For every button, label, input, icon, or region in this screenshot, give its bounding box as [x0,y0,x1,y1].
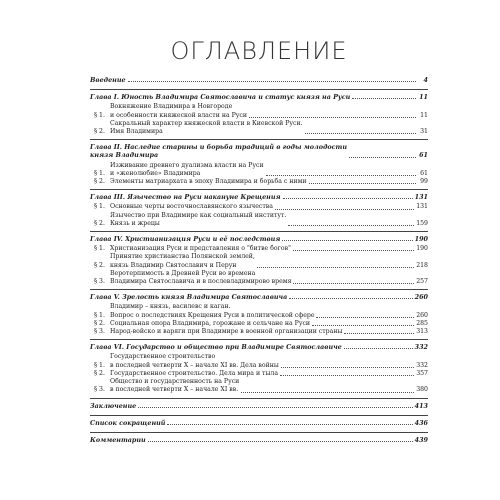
toc-section-entry[interactable] [90,353,428,369]
section-number: § 2. [94,219,105,227]
entry-title-line: Веротерпимость в Древней Руси во времена [110,269,256,277]
dot-leader [266,175,416,176]
entry-title-line: Глава V. Зрелость князя Владимира Святославича [90,293,288,302]
page-number: 436 [414,418,428,427]
dot-leader [280,375,414,376]
entry-title-line: в последней четверти X – начале XI вв. Дела войны [110,361,279,369]
entry-title-line: князь Владимир Святославич и Перун [110,261,237,269]
entry-title-line: Элементы матриархата в эпоху Владимира и борьба с ними [110,178,307,186]
dot-leader [241,392,414,393]
section-number: § 2. [94,369,105,377]
toc-chapter-entry[interactable] [90,235,428,243]
entry-title [90,343,342,351]
page-number: 4 [423,76,428,84]
page-number: 31 [420,128,428,136]
toc-chapter-entry[interactable] [90,436,428,444]
page-number: 357 [416,369,428,377]
entry-title-line: Сакральный характер княжеской власти в Киевской Руси. [110,119,303,127]
dot-leader [289,298,412,299]
entry-title-line: Вопрос о последствиях Крещения Руси в политической сфере [110,311,315,319]
toc-section-entry[interactable] [90,320,428,328]
toc-section-entry[interactable] [90,270,428,286]
section-divider [90,139,428,140]
entry-title-line: Государственное строительство. Дела мира и тыла [110,369,279,377]
section-number: § 1. [94,245,105,253]
toc-chapter-entry[interactable] [90,93,428,101]
entry-title-line: Князь и жрецы [110,219,160,227]
entry-title-line: Комментарии [90,435,146,444]
page-title: ОГЛАВЛЕНИЕ [170,37,348,65]
section-divider [90,89,428,90]
entry-title-line: князя Владимира [90,151,159,160]
entry-title [110,320,310,328]
entry-title [90,193,281,201]
dot-leader [167,424,412,425]
dot-leader [281,367,414,368]
toc-section-entry[interactable] [90,120,428,136]
toc-section-entry[interactable] [90,203,428,211]
page-number: 257 [416,278,428,286]
toc-section-entry[interactable] [90,178,428,186]
toc-chapter-entry[interactable] [90,143,428,159]
entry-title [110,245,291,253]
page-number: 380 [416,386,428,394]
page-number: 131 [414,193,428,202]
toc-chapter-entry[interactable] [90,76,428,84]
section-number: § 1. [94,361,105,369]
page-number: 190 [414,235,428,244]
toc-section-entry[interactable] [90,212,428,228]
page-number: 131 [416,203,428,211]
dot-leader [275,209,414,210]
dot-leader [312,325,414,326]
dot-leader [138,407,412,408]
entry-title [110,328,342,336]
entry-title [110,253,255,269]
entry-title [110,303,314,319]
entry-title-line: Глава III. Язычество на Руси накануне Крещения [90,193,281,202]
entry-title-line: Изживание древнего дуализма власти на Руси [110,161,264,169]
section-divider [90,415,428,416]
section-number: § 3. [94,278,105,286]
entry-title [90,419,165,427]
section-number: § 2. [94,128,105,136]
toc-chapter-entry[interactable] [90,193,428,201]
entry-title-line: Введение [90,76,126,84]
dot-leader [288,225,414,226]
dot-leader [344,348,413,349]
page-number: 11 [420,111,428,119]
toc-chapter-entry[interactable] [90,293,428,301]
entry-title [110,370,278,378]
toc-section-entry[interactable] [90,378,428,394]
section-number: § 1. [94,311,105,319]
section-number: § 1. [94,169,105,177]
dot-leader [293,250,414,251]
page-number: 439 [414,435,428,444]
dot-leader [282,240,412,241]
entry-title-line: Социальная опора Владимира, горожане и сельчане на Руси [110,319,311,327]
dot-leader [349,157,416,158]
section-number: § 2. [94,261,105,269]
page-number: 190 [416,245,428,253]
entry-title [110,353,279,369]
dot-leader [344,333,414,334]
page-number: 332 [416,361,428,369]
toc-chapter-entry[interactable] [90,343,428,351]
entry-title [110,203,273,211]
page-number: 260 [416,311,428,319]
entry-title [90,293,287,301]
entry-title-line: и особенности княжеской власти на Руси [110,111,247,119]
toc-section-entry[interactable] [90,328,428,336]
entry-title-line: Владимир – князь, василевс и каган. [110,303,231,311]
dot-leader [148,441,413,442]
entry-title-line: Владимира Святославича и в послевладимирово время [110,278,292,286]
entry-title-line: Язычество при Владимире как социальный институт. [110,211,287,219]
page-number: 285 [416,319,428,327]
dot-leader [316,317,414,318]
entry-title-line: Заключение [90,401,137,410]
entry-title-line: Общество и государственность на Руси [110,378,240,386]
entry-title [90,143,347,159]
entry-title-line: Основные черты восточнославянского язычества [110,203,273,211]
entry-title-line: Государственное строительство [110,353,216,361]
page-number: 159 [416,219,428,227]
dot-leader [128,81,416,82]
dot-leader [283,198,413,199]
entry-title-line: Глава VI. Государство и общество при Владимире Святославиче [90,343,342,352]
entry-title-line: Глава II. Наследие старины и борьба традиций в годы молодости [90,143,347,152]
entry-title [90,402,136,410]
section-divider [90,289,428,290]
entry-title [90,436,146,444]
entry-title-line: и «женолюбие» Владимира [110,169,201,177]
entry-title-line: Христианизация Руси и представления о "битве богов" [110,245,291,253]
section-number: § 3. [94,386,105,394]
entry-title-line: Вокняжение Владимира в Новгороде [110,103,233,111]
page-number: 61 [419,151,428,160]
toc-section-entry[interactable] [90,303,428,319]
entry-title-line: Глава IV. Христианизация Руси и её последствия [90,235,281,244]
section-number: § 3. [94,328,105,336]
entry-title-line: Список сокращений [90,418,166,427]
toc-section-entry[interactable] [90,253,428,269]
entry-title [110,212,286,228]
entry-title [90,235,280,243]
entry-title [110,178,307,186]
entry-title [90,76,126,84]
entry-title-line: Глава I. Юность Владимира Святославича и статус князя на Руси [90,93,351,102]
page-number: 260 [414,293,428,302]
entry-title [110,103,247,119]
section-number: § 1. [94,203,105,211]
dot-leader [352,98,416,99]
entry-title [110,378,239,394]
entry-title [110,270,291,286]
toc-section-entry[interactable] [90,103,428,119]
section-number: § 2. [94,319,105,327]
dot-leader [293,283,414,284]
section-divider [90,339,428,340]
entry-title [110,120,303,136]
page-number: 218 [416,261,428,269]
section-divider [90,432,428,433]
section-divider [90,189,428,190]
page-number: 332 [414,343,428,352]
entry-title [90,93,350,101]
dot-leader [305,133,416,134]
section-number: § 1. [94,111,105,119]
page-number: 11 [419,93,428,102]
section-divider [90,231,428,232]
dot-leader [249,117,416,118]
section-divider [90,398,428,399]
dot-leader [257,267,414,268]
table-of-contents [90,76,428,446]
page-number: 313 [416,328,428,336]
page-number: 99 [420,178,428,186]
entry-title-line: Народ-войско и варяги при Владимире в военной организации страны [110,328,343,336]
toc-section-entry[interactable] [90,370,428,378]
entry-title-line: Принятие христианства Полянской землей, [110,253,255,261]
toc-section-entry[interactable] [90,245,428,253]
page-number: 61 [420,169,428,177]
toc-chapter-entry[interactable] [90,419,428,427]
toc-chapter-entry[interactable] [90,402,428,410]
entry-title-line: в последней четверти X – начале XI вв. [110,386,239,394]
section-number: § 2. [94,178,105,186]
page-number: 413 [414,401,428,410]
entry-title [110,162,264,178]
dot-leader [309,183,416,184]
toc-section-entry[interactable] [90,162,428,178]
entry-title-line: Имя Владимира [110,128,163,136]
